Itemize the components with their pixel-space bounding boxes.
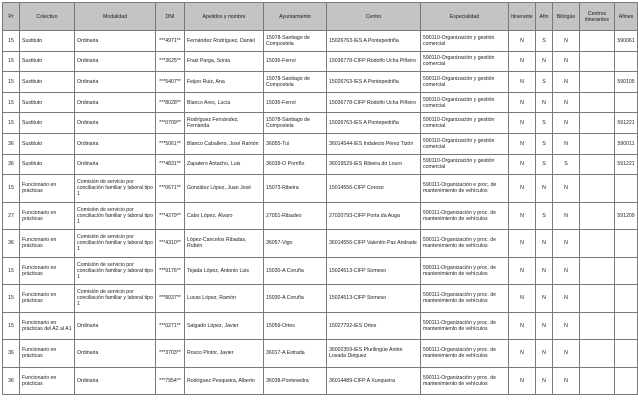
header-afin: Afin [536, 3, 553, 31]
cell-afines: 590105 [615, 72, 638, 93]
cell-modalidad: Ordinaria [75, 51, 156, 72]
cell-afin: N [536, 175, 553, 203]
cell-pr: 15 [3, 312, 20, 340]
cell-centros [580, 92, 615, 113]
cell-dni: ***9176** [156, 257, 185, 285]
cell-bilingue: N [553, 340, 580, 368]
cell-afines [615, 285, 638, 313]
cell-pr: 36 [3, 340, 20, 368]
cell-itinerante: N [509, 175, 536, 203]
cell-modalidad: Ordinaria [75, 31, 156, 52]
cell-ayuntamiento: 15059-Ortes [264, 312, 327, 340]
cell-modalidad: Ordinaria [75, 72, 156, 93]
cell-centros [580, 72, 615, 93]
cell-especialidad: 590110-Organización y gestión comercial [421, 51, 509, 72]
table-row [3, 92, 638, 113]
cell-itinerante: N [509, 51, 536, 72]
cell-modalidad: Comisión de servicio por conciliación familiar y laboral tipo 1 [75, 285, 156, 313]
cell-pr: 36 [3, 230, 20, 258]
cell-nombre: Fraiz Parga, Sonia [185, 51, 264, 72]
table-row [3, 31, 638, 52]
cell-pr: 36 [3, 133, 20, 154]
table-row [3, 312, 638, 340]
cell-centro: 15026763-IES A Pontepedriña [327, 72, 421, 93]
header-centro: Centro [327, 3, 421, 31]
cell-centro: 15014556-CIFP Coroso [327, 175, 421, 203]
table-body [3, 31, 638, 395]
cell-afines [615, 51, 638, 72]
cell-bilingue: N [553, 257, 580, 285]
cell-especialidad: 590110-Organización y gestión comercial [421, 113, 509, 134]
cell-centros [580, 133, 615, 154]
cell-pr: 15 [3, 175, 20, 203]
cell-modalidad: Comisión de servicio por conciliación familiar y laboral tipo 1 [75, 257, 156, 285]
cell-bilingue: N [553, 367, 580, 395]
cell-ayuntamiento: 15036-Ferrol [264, 51, 327, 72]
cell-bilingue: S [553, 154, 580, 175]
header-afines: Afines [615, 3, 638, 31]
cell-centros [580, 154, 615, 175]
cell-dni: ***0709** [156, 113, 185, 134]
cell-ayuntamiento: 15036-Ferrol [264, 92, 327, 113]
table-row [3, 133, 638, 154]
cell-dni: ***0271** [156, 312, 185, 340]
cell-afines: 591209 [615, 202, 638, 230]
cell-afin: S [536, 154, 553, 175]
cell-especialidad: 590111-Organización y proc. de mantenimiento de vehículos [421, 202, 509, 230]
cell-dni: ***3703** [156, 340, 185, 368]
cell-modalidad: Ordinaria [75, 113, 156, 134]
cell-afines [615, 257, 638, 285]
cell-colectivo: Sustituto [20, 72, 75, 93]
cell-afin: S [536, 113, 553, 134]
cell-dni: ***3625** [156, 51, 185, 72]
cell-bilingue: N [553, 113, 580, 134]
cell-dni: ***4831** [156, 154, 185, 175]
assignments-table [2, 2, 638, 395]
cell-ayuntamiento: 15078-Santiago de Compostela [264, 72, 327, 93]
cell-nombre: Salgado López, Javier [185, 312, 264, 340]
cell-centro: 15026763-IES A Pontepedriña [327, 113, 421, 134]
cell-itinerante: N [509, 285, 536, 313]
cell-centro: 36002359-IES Plurilingüe Antón Losada Diéguez [327, 340, 421, 368]
cell-ayuntamiento: 36039-O Porriño [264, 154, 327, 175]
cell-ayuntamiento: 36055-Tui [264, 133, 327, 154]
table-row [3, 175, 638, 203]
cell-afines: 591221 [615, 154, 638, 175]
cell-modalidad: Ordinaria [75, 367, 156, 395]
table-row [3, 285, 638, 313]
cell-ayuntamiento: 27051-Ribadeo [264, 202, 327, 230]
cell-afin: N [536, 257, 553, 285]
cell-bilingue: N [553, 31, 580, 52]
cell-dni: ***8037** [156, 285, 185, 313]
cell-pr: 15 [3, 92, 20, 113]
cell-pr: 36 [3, 154, 20, 175]
cell-pr: 15 [3, 113, 20, 134]
cell-modalidad: Comisión de servicio por conciliación familiar y laboral tipo 1 [75, 175, 156, 203]
cell-afin: N [536, 51, 553, 72]
table-row [3, 51, 638, 72]
cell-centros [580, 175, 615, 203]
table-row [3, 113, 638, 134]
cell-itinerante: N [509, 312, 536, 340]
cell-ayuntamiento: 15078-Santiago de Compostela [264, 113, 327, 134]
cell-centro: 15026763-IES A Pontepedriña [327, 31, 421, 52]
cell-especialidad: 590111-Organización y proc. de mantenimiento de vehículos [421, 285, 509, 313]
cell-centros [580, 113, 615, 134]
cell-colectivo: Funcionario en prácticas [20, 230, 75, 258]
cell-itinerante: N [509, 340, 536, 368]
cell-pr: 27 [3, 202, 20, 230]
cell-afin: S [536, 31, 553, 52]
cell-centros [580, 230, 615, 258]
cell-centros [580, 340, 615, 368]
cell-centros [580, 51, 615, 72]
cell-colectivo: Sustituto [20, 133, 75, 154]
cell-especialidad: 590110-Organización y gestión comercial [421, 31, 509, 52]
cell-dni: ***0671** [156, 175, 185, 203]
cell-centros [580, 202, 615, 230]
cell-modalidad: Ordinaria [75, 154, 156, 175]
cell-especialidad: 590110-Organización y gestión comercial [421, 92, 509, 113]
header-especialidad: Especialidad [421, 3, 509, 31]
cell-afin: N [536, 92, 553, 113]
cell-itinerante: N [509, 31, 536, 52]
cell-bilingue: N [553, 175, 580, 203]
table-row [3, 230, 638, 258]
cell-itinerante: N [509, 92, 536, 113]
cell-centros [580, 257, 615, 285]
cell-colectivo: Funcionario en prácticas del A2 al A1 [20, 312, 75, 340]
cell-colectivo: Sustituto [20, 51, 75, 72]
cell-ayuntamiento: 36017-A Estrada [264, 340, 327, 368]
cell-bilingue: N [553, 312, 580, 340]
cell-centro: 36014556-CIFP Valentín Paz Andrade [327, 230, 421, 258]
cell-afines [615, 230, 638, 258]
header-modalidad: Modalidad [75, 3, 156, 31]
cell-centros [580, 285, 615, 313]
header-colectivo: Colectivo [20, 3, 75, 31]
cell-ayuntamiento: 15078-Santiago de Compostela [264, 31, 327, 52]
cell-especialidad: 590111-Organización y proc. de mantenimiento de vehículos [421, 257, 509, 285]
cell-nombre: Zapatero Antacho, Luis [185, 154, 264, 175]
cell-nombre: Lucas López, Ramón [185, 285, 264, 313]
cell-ayuntamiento: 36057-Vigo [264, 230, 327, 258]
cell-afines [615, 367, 638, 395]
cell-especialidad: 590111-Organización y proc. de mantenimiento de vehículos [421, 312, 509, 340]
document-page [2, 2, 635, 395]
cell-ayuntamiento: 36038-Pontevedra [264, 367, 327, 395]
cell-itinerante: N [509, 230, 536, 258]
cell-nombre: Tejada López, Antonio Luis [185, 257, 264, 285]
cell-bilingue: N [553, 51, 580, 72]
cell-nombre: Rodríguez Pesqueira, Alberto [185, 367, 264, 395]
cell-modalidad: Comisión de servicio por conciliación familiar y laboral tipo 1 [75, 202, 156, 230]
cell-colectivo: Funcionario en prácticas [20, 202, 75, 230]
cell-centro: 36014544-IES Indalecio Pérez Tizón [327, 133, 421, 154]
cell-itinerante: N [509, 113, 536, 134]
cell-bilingue: N [553, 133, 580, 154]
cell-bilingue: N [553, 230, 580, 258]
cell-itinerante: N [509, 72, 536, 93]
table-row [3, 340, 638, 368]
cell-afines [615, 312, 638, 340]
cell-dni: ***4971** [156, 31, 185, 52]
cell-bilingue: N [553, 285, 580, 313]
cell-nombre: Blanco Ares, Lucía [185, 92, 264, 113]
cell-colectivo: Sustituto [20, 113, 75, 134]
cell-afines: 591221 [615, 113, 638, 134]
cell-colectivo: Funcionario en prácticas [20, 340, 75, 368]
cell-dni: ***4279** [156, 202, 185, 230]
cell-colectivo: Funcionario en prácticas [20, 175, 75, 203]
header-ayuntamiento: Ayuntamiento [264, 3, 327, 31]
table-header-row [3, 3, 638, 31]
cell-colectivo: Funcionario en prácticas [20, 285, 75, 313]
cell-colectivo: Sustituto [20, 154, 75, 175]
table-row [3, 202, 638, 230]
cell-itinerante: N [509, 133, 536, 154]
cell-especialidad: 590111-Organización y proc. de mantenimiento de vehículos [421, 230, 509, 258]
cell-pr: 15 [3, 51, 20, 72]
header-dni: DNI [156, 3, 185, 31]
cell-especialidad: 590111-Organización y proc. de mantenimiento de vehículos [421, 367, 509, 395]
cell-dni: ***5061** [156, 133, 185, 154]
cell-afin: N [536, 230, 553, 258]
cell-centro: 36014489-CIFP A Xunqueira [327, 367, 421, 395]
cell-ayuntamiento: 15030-A Coruña [264, 285, 327, 313]
cell-centro: 15027792-IES Ortes [327, 312, 421, 340]
cell-centros [580, 31, 615, 52]
cell-colectivo: Sustituto [20, 92, 75, 113]
cell-bilingue: N [553, 72, 580, 93]
cell-nombre: Blanco Caballero, José Ramón [185, 133, 264, 154]
cell-centro: 15024513-CIFP Someso [327, 257, 421, 285]
cell-ayuntamiento: 15030-A Coruña [264, 257, 327, 285]
cell-modalidad: Ordinaria [75, 312, 156, 340]
cell-colectivo: Sustituto [20, 31, 75, 52]
table-row [3, 72, 638, 93]
cell-bilingue: N [553, 202, 580, 230]
cell-centro: 15024513-CIFP Someso [327, 285, 421, 313]
cell-nombre: Feijoo Ruiz, Ana [185, 72, 264, 93]
cell-afines: 590061 [615, 31, 638, 52]
table-row [3, 367, 638, 395]
cell-centros [580, 312, 615, 340]
header-pr: Pr [3, 3, 20, 31]
cell-dni: ***8028** [156, 92, 185, 113]
cell-afin: N [536, 285, 553, 313]
header-nombre: Apelidos y nombre [185, 3, 264, 31]
cell-itinerante: N [509, 202, 536, 230]
cell-bilingue: N [553, 92, 580, 113]
cell-colectivo: Funcionario en prácticas [20, 257, 75, 285]
cell-nombre: López-Cancelos Ribadas, Rubén [185, 230, 264, 258]
cell-afin: S [536, 133, 553, 154]
cell-nombre: González López, Juan José [185, 175, 264, 203]
cell-centros [580, 367, 615, 395]
cell-nombre: Cabo López, Álvaro [185, 202, 264, 230]
cell-itinerante: N [509, 367, 536, 395]
table-row [3, 154, 638, 175]
cell-itinerante: N [509, 154, 536, 175]
cell-afines [615, 175, 638, 203]
cell-modalidad: Ordinaria [75, 92, 156, 113]
cell-itinerante: N [509, 257, 536, 285]
cell-centro: 15036778-CIFP Rodolfo Ucha Piñeiro [327, 51, 421, 72]
cell-afin: N [536, 367, 553, 395]
cell-modalidad: Comisión de servicio por conciliación familiar y laboral tipo 1 [75, 230, 156, 258]
header-centros-itinerantes: Centros itinerantes [580, 3, 615, 31]
cell-modalidad: Ordinaria [75, 340, 156, 368]
cell-centro: 15036778-CIFP Rodolfo Ucha Piñeiro [327, 92, 421, 113]
cell-afin: S [536, 202, 553, 230]
cell-afines: 590011 [615, 133, 638, 154]
cell-afin: N [536, 340, 553, 368]
cell-afines [615, 92, 638, 113]
cell-afin: S [536, 72, 553, 93]
cell-dni: ***7954** [156, 367, 185, 395]
cell-especialidad: 590110-Organización y gestión comercial [421, 72, 509, 93]
cell-pr: 15 [3, 31, 20, 52]
cell-centro: 27020793-CIFP Porta da Auga [327, 202, 421, 230]
cell-afines [615, 340, 638, 368]
cell-pr: 36 [3, 367, 20, 395]
cell-pr: 15 [3, 72, 20, 93]
cell-afin: N [536, 312, 553, 340]
cell-pr: 15 [3, 285, 20, 313]
cell-dni: ***5407** [156, 72, 185, 93]
header-bilingue: Bilingüe [553, 3, 580, 31]
cell-colectivo: Funcionario en prácticas [20, 367, 75, 395]
cell-nombre: Rodríguez Fernández, Fernanda [185, 113, 264, 134]
cell-pr: 15 [3, 257, 20, 285]
cell-especialidad: 590110-Organización y gestión comercial [421, 133, 509, 154]
cell-ayuntamiento: 15073-Ribeira [264, 175, 327, 203]
cell-nombre: Fernández Rodríguez, Daniel [185, 31, 264, 52]
cell-modalidad: Ordinaria [75, 133, 156, 154]
header-itinerante: Itinerante [509, 3, 536, 31]
table-row [3, 257, 638, 285]
cell-especialidad: 590111-Organización e proc. de mantenimiento de vehículos [421, 175, 509, 203]
cell-especialidad: 590111-Organización y proc. de mantenimiento de vehículos [421, 340, 509, 368]
cell-centro: 36019529-IES Ribeira do Louro [327, 154, 421, 175]
cell-dni: ***4310** [156, 230, 185, 258]
cell-especialidad: 590110-Organización y gestión comercial [421, 154, 509, 175]
cell-nombre: Rouco Pintor, Javier [185, 340, 264, 368]
